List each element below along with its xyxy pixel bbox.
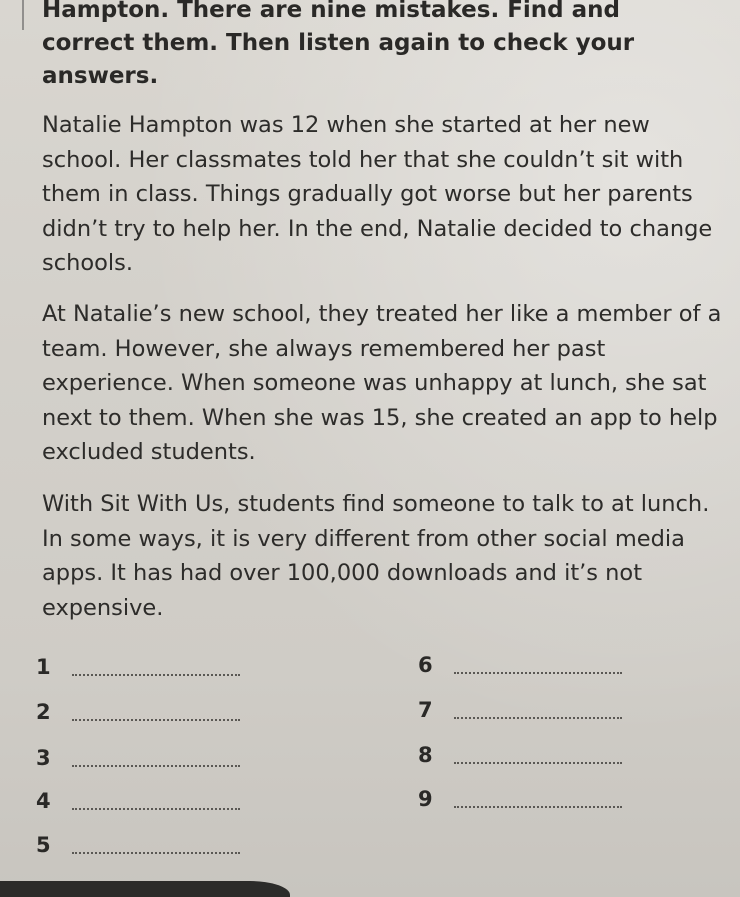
answer-item-2 [36, 697, 240, 725]
answer-number: 4 [36, 789, 51, 813]
answer-blank-1[interactable] [72, 668, 240, 676]
answer-item-5 [36, 830, 240, 858]
answer-item-1 [36, 652, 240, 680]
answer-number: 9 [418, 787, 433, 811]
answer-number: 5 [36, 833, 51, 857]
answer-number: 8 [418, 743, 433, 767]
answer-item-9 [418, 784, 622, 812]
answer-blank-9[interactable] [454, 800, 622, 808]
text-paragraph-3: With Sit With Us, students find someone to talk to at lunch. In some ways, it is very different from other social media apps. It has had over 100,000 downloads and it’s not expensive. [42, 491, 710, 621]
answer-blank-3[interactable] [72, 759, 240, 767]
book-edge-shadow [0, 881, 290, 897]
answer-blank-4[interactable] [72, 802, 240, 810]
answer-blank-7[interactable] [454, 711, 622, 719]
answer-item-8 [418, 740, 622, 768]
answer-item-3 [36, 743, 240, 771]
answer-blank-8[interactable] [454, 756, 622, 764]
answer-number: 7 [418, 698, 433, 722]
answer-item-7 [418, 695, 622, 723]
exercise-instruction: Hampton. There are nine mistakes. Find and correct them. Then listen again to check your answers. [42, 0, 635, 89]
answer-item-6 [418, 650, 622, 678]
answer-item-4 [36, 786, 240, 814]
answer-blank-2[interactable] [72, 713, 240, 721]
answer-number: 1 [36, 655, 51, 679]
answer-number: 3 [36, 746, 51, 770]
answer-blank-5[interactable] [72, 846, 240, 854]
answer-number: 2 [36, 700, 51, 724]
text-paragraph-2: At Natalie’s new school, they treated her like a member of a team. However, she always remembered her past experience. When someone was unhappy at lunch, she sat next to them. When she was 15, she created an app to help excluded students. [42, 301, 722, 465]
answer-blank-6[interactable] [454, 666, 622, 674]
text-paragraph-1: Natalie Hampton was 12 when she started at her new school. Her classmates told her that she couldn’t sit with them in class. Things gradually got worse but her parents didn’t try to help her. In the end, Natalie decided to change schools. [42, 112, 713, 276]
answer-number: 6 [418, 653, 433, 677]
